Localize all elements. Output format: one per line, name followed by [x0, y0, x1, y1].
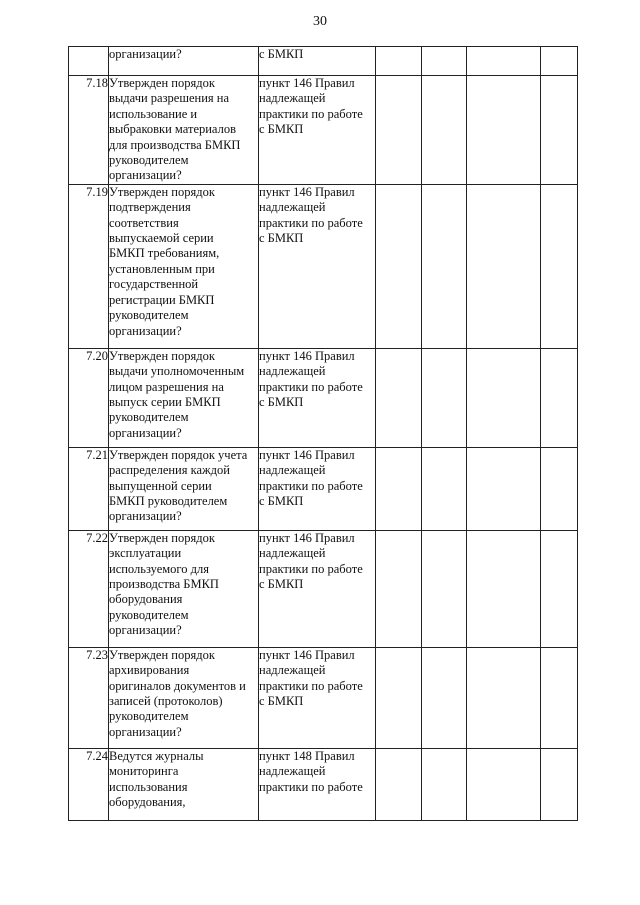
reference-text: с БМКП	[259, 47, 304, 61]
page-number: 30	[313, 14, 327, 29]
empty-answer-cell	[467, 348, 541, 447]
reference-text: пункт 146 Правил	[259, 184, 355, 199]
empty-answer-cell	[541, 184, 578, 348]
reference-text: практики по работе	[259, 678, 363, 693]
reference-cell	[259, 647, 376, 748]
empty-answer-cell	[541, 748, 578, 820]
reference-text: с БМКП	[259, 694, 304, 709]
reference-text: практики по работе	[259, 478, 363, 493]
reference-text: надлежащей	[259, 764, 326, 779]
table-row	[69, 447, 578, 530]
reference-text: надлежащей	[259, 663, 326, 678]
reference-cell	[259, 184, 376, 348]
item-number: 7.19	[69, 184, 109, 348]
item-number: 7.24	[69, 748, 109, 820]
empty-answer-cell	[467, 76, 541, 185]
requirement-text: Утвержден порядок	[109, 76, 215, 90]
reference-text: пункт 148 Правил	[259, 748, 355, 763]
requirement-cell	[109, 184, 259, 348]
table-row	[69, 348, 578, 447]
requirement-text: регистрации БМКП	[109, 292, 215, 307]
empty-answer-cell	[422, 748, 467, 820]
reference-cell	[259, 76, 376, 185]
reference-cell	[259, 348, 376, 447]
requirement-text: организации?	[109, 47, 182, 61]
requirement-text: организации?	[109, 168, 182, 183]
table-row	[69, 748, 578, 820]
requirement-text: использования	[109, 779, 188, 794]
table-row	[69, 76, 578, 185]
requirement-text: руководителем	[109, 410, 189, 425]
requirement-text: выпущенной серии	[109, 478, 212, 493]
empty-answer-cell	[376, 47, 422, 76]
empty-answer-cell	[422, 184, 467, 348]
reference-text: надлежащей	[259, 200, 326, 215]
empty-answer-cell	[541, 348, 578, 447]
reference-text: практики по работе	[259, 106, 363, 121]
requirement-text: для производства БМКП	[109, 137, 241, 152]
reference-text: с БМКП	[259, 494, 304, 509]
requirement-text: лицом разрешения на	[109, 379, 224, 394]
reference-text: практики по работе	[259, 779, 363, 794]
requirement-cell	[109, 647, 259, 748]
empty-answer-cell	[422, 447, 467, 530]
empty-answer-cell	[467, 748, 541, 820]
empty-answer-cell	[376, 184, 422, 348]
requirement-text: Утвержден порядок	[109, 348, 215, 363]
reference-text: надлежащей	[259, 463, 326, 478]
empty-answer-cell	[422, 647, 467, 748]
empty-answer-cell	[376, 647, 422, 748]
empty-answer-cell	[541, 76, 578, 185]
reference-text: пункт 146 Правил	[259, 530, 355, 545]
item-number: 7.20	[69, 348, 109, 447]
empty-answer-cell	[422, 76, 467, 185]
empty-answer-cell	[376, 76, 422, 185]
item-number: 7.18	[69, 76, 109, 185]
requirement-text: Утвержден порядок	[109, 530, 215, 545]
requirement-text: эксплуатации	[109, 546, 182, 561]
requirement-text: выдачи уполномоченным	[109, 364, 245, 379]
empty-answer-cell	[422, 47, 467, 76]
requirement-text: мониторинга	[109, 764, 179, 779]
reference-cell	[259, 530, 376, 647]
item-number: 7.21	[69, 447, 109, 530]
requirement-text: руководителем	[109, 153, 189, 168]
empty-answer-cell	[541, 447, 578, 530]
requirement-text: оборудования	[109, 592, 183, 607]
requirement-text: БМКП руководителем	[109, 494, 228, 509]
requirement-text: записей (протоколов)	[109, 694, 223, 709]
empty-answer-cell	[541, 47, 578, 76]
reference-text: с БМКП	[259, 395, 304, 410]
table-row	[69, 184, 578, 348]
reference-cell	[259, 748, 376, 820]
requirement-text: оригиналов документов и	[109, 678, 246, 693]
requirement-text: Утвержден порядок	[109, 184, 215, 199]
reference-text: с БМКП	[259, 577, 304, 592]
item-number: 7.22	[69, 530, 109, 647]
requirement-text: государственной	[109, 277, 199, 292]
table-row	[69, 530, 578, 647]
empty-answer-cell	[376, 748, 422, 820]
requirement-text: выпуск серии БМКП	[109, 395, 221, 410]
requirement-cell	[109, 47, 259, 76]
requirement-text: производства БМКП	[109, 577, 219, 592]
reference-text: пункт 146 Правил	[259, 76, 355, 90]
requirement-text: руководителем	[109, 607, 189, 622]
reference-text: надлежащей	[259, 546, 326, 561]
table-row	[69, 47, 578, 76]
empty-answer-cell	[467, 184, 541, 348]
requirement-text: организации?	[109, 425, 182, 440]
requirement-text: Ведутся журналы	[109, 748, 204, 763]
reference-text: практики по работе	[259, 561, 363, 576]
empty-answer-cell	[376, 530, 422, 647]
requirement-text: оборудования,	[109, 795, 186, 810]
reference-text: с БМКП	[259, 122, 304, 137]
requirement-text: организации?	[109, 509, 182, 524]
reference-text: надлежащей	[259, 91, 326, 106]
requirement-text: выпускаемой серии	[109, 231, 214, 246]
empty-answer-cell	[422, 348, 467, 447]
requirement-text: соответствия	[109, 215, 179, 230]
requirement-text: выбраковки материалов	[109, 122, 236, 137]
empty-answer-cell	[467, 647, 541, 748]
requirement-text: руководителем	[109, 709, 189, 724]
requirement-cell	[109, 748, 259, 820]
reference-text: пункт 146 Правил	[259, 647, 355, 662]
requirement-text: использование и	[109, 106, 198, 121]
requirement-text: Утвержден порядок учета	[109, 447, 248, 462]
requirement-text: Утвержден порядок	[109, 647, 215, 662]
table-row	[69, 647, 578, 748]
empty-answer-cell	[422, 530, 467, 647]
requirement-text: архивирования	[109, 663, 190, 678]
reference-text: пункт 146 Правил	[259, 447, 355, 462]
item-number	[69, 47, 109, 76]
requirement-cell	[109, 530, 259, 647]
requirement-text: распределения каждой	[109, 463, 230, 478]
reference-text: пункт 146 Правил	[259, 348, 355, 363]
reference-cell	[259, 47, 376, 76]
item-number: 7.23	[69, 647, 109, 748]
requirement-text: руководителем	[109, 308, 189, 323]
requirement-cell	[109, 447, 259, 530]
requirement-text: организации?	[109, 623, 182, 638]
requirement-text: организации?	[109, 724, 182, 739]
empty-answer-cell	[376, 447, 422, 530]
requirement-text: подтверждения	[109, 200, 191, 215]
requirement-text: выдачи разрешения на	[109, 91, 230, 106]
empty-answer-cell	[376, 348, 422, 447]
requirement-text: используемого для	[109, 561, 209, 576]
reference-text: практики по работе	[259, 379, 363, 394]
empty-answer-cell	[467, 47, 541, 76]
requirement-cell	[109, 348, 259, 447]
reference-cell	[259, 447, 376, 530]
empty-answer-cell	[541, 647, 578, 748]
empty-answer-cell	[541, 530, 578, 647]
requirement-text: установленным при	[109, 261, 215, 276]
reference-text: надлежащей	[259, 364, 326, 379]
requirement-text: БМКП требованиям,	[109, 246, 220, 261]
checklist-table	[68, 46, 578, 821]
empty-answer-cell	[467, 447, 541, 530]
reference-text: с БМКП	[259, 231, 304, 246]
requirement-text: организации?	[109, 323, 182, 338]
empty-answer-cell	[467, 530, 541, 647]
requirement-cell	[109, 76, 259, 185]
reference-text: практики по работе	[259, 215, 363, 230]
